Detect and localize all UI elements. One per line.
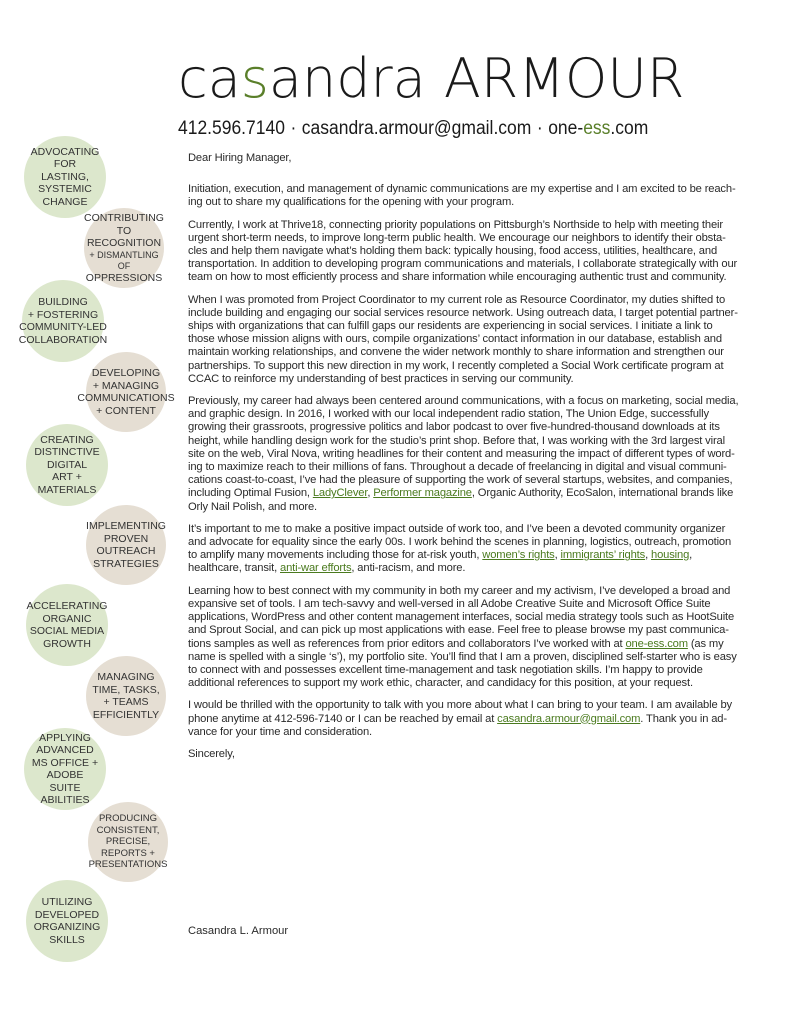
link-email[interactable]: casandra.armour@gmail.com xyxy=(497,712,641,725)
applicant-name xyxy=(178,44,685,114)
site-suffix: .com xyxy=(610,118,649,139)
site-prefix: one- xyxy=(548,118,584,139)
closing-sincerely: Sincerely, xyxy=(188,747,235,760)
link-womens-rights[interactable]: women’s rights xyxy=(482,549,555,562)
email-address[interactable]: casandra.armour@gmail.com xyxy=(301,118,532,139)
skill-circle-utilizing: UTILIZING DEVELOPED ORGANIZING SKILLS xyxy=(26,880,108,962)
website-link[interactable] xyxy=(548,118,648,139)
link-anti-war-efforts[interactable]: anti-war efforts xyxy=(280,562,352,575)
contact-line xyxy=(178,116,648,142)
paragraph-intro: Initiation, execution, and management of dynamic communications are my expertise and I am excited to be reach-ing out to share my qualifications for the opening with your program. xyxy=(188,183,736,209)
skill-circle-building: BUILDING + FOSTERING COMMUNITY-LED COLLABORATION xyxy=(22,280,104,362)
link-housing[interactable]: housing xyxy=(651,549,690,562)
skill-circle-developing: DEVELOPING + MANAGING COMMUNICATIONS + CONTENT xyxy=(86,352,166,432)
paragraph-community: It’s important to me to make a positive impact outside of work too, and I’ve been a devoted community organizer and advocate for equality since the early 00s. I work behind the scenes in planning, logistics, outreach, promotion to amplify many movements including those for at-risk youth, women’s rights, immigrants’ rights, housing, healthcare, transit, anti-war efforts, anti-racism, and more. xyxy=(188,522,732,575)
signature-name: Casandra L. Armour xyxy=(188,925,289,937)
cover-letter-body xyxy=(188,152,740,770)
skill-circle-producing: PRODUCING CONSISTENT, PRECISE, REPORTS + PRESENTATIONS xyxy=(88,802,168,882)
link-portfolio[interactable]: one-ess.com xyxy=(625,637,688,650)
skill-circle-implementing: IMPLEMENTING PROVEN OUTREACH STRATEGIES xyxy=(86,505,166,585)
skill-circle-accelerating: ACCELERATING ORGANIC SOCIAL MEDIA GROWTH xyxy=(26,584,108,666)
link-ladyclever[interactable]: LadyClever xyxy=(312,487,368,500)
paragraph-previous-career: Previously, my career had always been centered around communications, with a focus on marketing, social media, and graphic design. In 2016, I worked with our local independent radio station, The Union Edge, successfully growing their grassroots, progressive politics and labor podcast to over five-hundred-thousand downloads at its height, while handling design work for the studio’s print shop. Before that, I was working with the 3rd largest viral site on the web, Viral Nova, writing headlines for their content and measuring the impact of different types of word-ing to maximize reach to their millions of fans. Throughout a decade of freelancing in digital and visual communi-cations coast-to-coast, I’ve had the pleasure of supporting the work of several startups, websites, and companies, including Optimal Fusion, LadyClever, Performer magazine, Organic Authority, EcoSalon, international brands like Orly Nail Polish, and more. xyxy=(188,395,739,513)
phone-number: 412.596.7140 xyxy=(178,118,285,139)
name-accent-s: s xyxy=(240,47,269,110)
separator: · xyxy=(536,118,543,139)
skill-circle-applying: APPLYING ADVANCED MS OFFICE + ADOBE SUITE ABILITIES xyxy=(24,728,106,810)
site-ess: ess xyxy=(583,118,611,139)
skill-circle-advocating: ADVOCATING FOR LASTING, SYSTEMIC CHANGE xyxy=(24,136,106,218)
link-performer-magazine[interactable]: Performer magazine xyxy=(373,487,472,500)
salutation: Dear Hiring Manager, xyxy=(188,152,292,164)
link-immigrants-rights[interactable]: immigrants’ rights xyxy=(560,549,646,562)
separator: · xyxy=(290,118,297,139)
paragraph-promotion: When I was promoted from Project Coordinator to my current role as Resource Coordinator, my duties shifted to include building and engaging our social services resource network. Using outreach data, I target potential partner-ships with organizations that can fulfill gaps our residents are experiencing in social services. I initiate a link to those whose mission aligns with ours, compile organizations’ contact information in our database, establish and maintain working relationships, and convene the wider network monthly to share information and strengthen our partnerships. To support this new direction in my work, I recently completed a Social Work certificate program at CCAC to reinforce my understanding of best practices in serving our community. xyxy=(188,293,738,385)
name-part-ca: ca xyxy=(178,47,241,110)
name-part-andra: andra xyxy=(268,47,426,110)
paragraph-skills: Learning how to best connect with my community in both my career and my activism, I’ve developed a broad and expansive set of tools. I am tech-savvy and well-versed in all Adobe Creative Suite and Microsoft Office Suite applications, WordPress and other content management interfaces, social media strategy tools such as HootSuite and Sprout Social, and can pick up most applications with ease. Feel free to please browse my past communica-tions samples as well as references from prior editors and collaborators I’ve worked with at one-ess.com (as my name is spelled with a single ‘s’), my portfolio site. You’ll find that I am a proven, disciplined self-starter who is easy to connect with and possesses excellent time-management and task negotiation skills. I’m happy to provide additional references to support my work ethic, character, and candidacy for this position, at your request. xyxy=(188,584,737,690)
skill-circle-creating: CREATING DISTINCTIVE DIGITAL ART + MATERIALS xyxy=(26,424,108,506)
paragraph-closing: I would be thrilled with the opportunity to talk with you more about what I can bring to your team. I am available by phone anytime at 412-596-7140 or I can be reached by email at casandra.armour@gmail.com. Thank you in ad-vance for your time and consideration. xyxy=(188,699,732,738)
skill-circle-contributing: CONTRIBUTING TO RECOGNITION + DISMANTLING OF OPPRESSIONS xyxy=(84,208,164,288)
skill-circle-managing: MANAGING TIME, TASKS, + TEAMS EFFICIENTLY xyxy=(86,656,166,736)
paragraph-current-role: Currently, I work at Thrive18, connecting priority populations on Pittsburgh’s Northside to help with meeting their urgent short-term needs, to improve long-term public health. We encourage our neighbors to identify their obsta-cles and help them navigate what’s holding them back: typically housing, food access, utilities, healthcare, and transportation. In addition to developing program communications and materials, I collaborate strategically with our team on how to most efficiently process and share information while encouraging authentic trust and community. xyxy=(188,218,738,284)
name-part-armour: ARMOUR xyxy=(443,47,685,110)
